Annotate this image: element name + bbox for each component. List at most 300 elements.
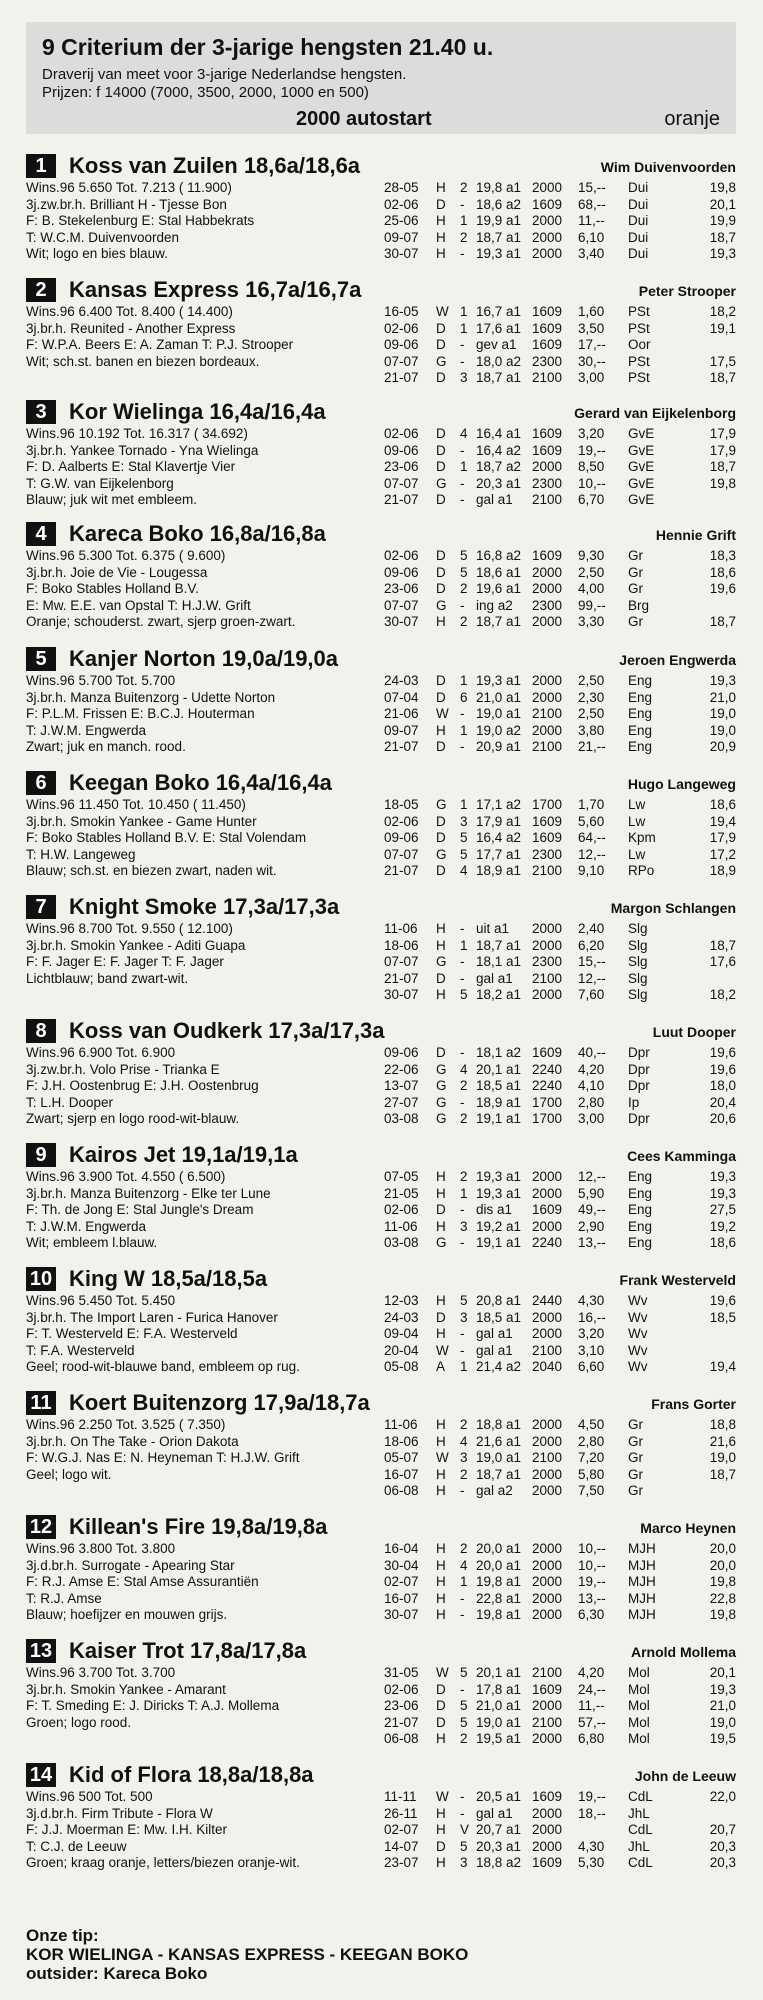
run-km-time: 17,9 [709,442,736,458]
driver-name: Margon Schlangen [610,900,736,916]
run-date: 26-11 [384,1805,418,1821]
run-row [384,321,736,338]
run-driver: Brg [628,597,650,613]
run-time: 19,3 a1 [476,1185,522,1201]
run-date: 09-07 [384,722,419,738]
run-date: 21-07 [384,970,419,986]
info-line: Wins.96 5.450 Tot. 5.450 [26,1293,176,1308]
run-row [384,565,736,582]
run-driver: Gr [628,1417,643,1432]
run-track: D [436,442,446,458]
run-date: 06-08 [384,1483,419,1499]
run-km-time: 20,1 [709,1665,736,1680]
run-km-time: 19,1 [709,320,736,336]
run-time: 19,1 a1 [476,1235,522,1251]
run-place: - [460,337,465,353]
run-driver: GvE [628,475,655,491]
run-date: 24-03 [384,673,419,688]
run-driver: Wv [628,1359,648,1375]
run-track: H [436,1293,446,1308]
run-odds: 49,-- [578,1202,606,1218]
run-distance: 2100 [532,1714,563,1730]
run-driver: Wv [628,1326,648,1342]
run-time: 16,7 a1 [476,304,522,319]
run-row [384,814,736,831]
entry-header [26,1017,736,1045]
run-odds: 3,00 [578,370,605,386]
run-driver: CdL [628,1822,653,1838]
run-time: 16,8 a2 [476,548,522,563]
run-time: 20,3 a1 [476,1838,522,1854]
horse-info [26,921,391,987]
run-km-time: 18,3 [709,548,736,563]
run-place: 4 [460,863,468,879]
race-header [26,22,736,134]
info-line: F: W.P.A. Beers E: A. Zaman T: P.J. Strooper [26,337,294,353]
run-km-time: 19,2 [709,1218,736,1234]
run-date: 07-07 [384,353,419,369]
run-odds: 7,60 [578,987,605,1003]
run-track: G [436,1235,447,1251]
run-row [384,1483,736,1500]
run-track: D [436,196,446,212]
run-track: H [436,1483,446,1499]
run-row [384,1839,736,1856]
horse-entry [26,398,736,508]
info-line: 3j.br.h. Smokin Yankee - Amarant [26,1681,226,1697]
run-odds: 40,-- [578,1045,606,1060]
run-distance: 1609 [532,548,563,563]
run-place: 2 [460,614,468,630]
run-km-time: 22,8 [709,1590,736,1606]
run-time: 21,0 a1 [476,1698,522,1714]
tip-picks: KOR WIELINGA - KANSAS EXPRESS - KEEGAN BOKO [26,1945,469,1964]
run-row [384,1078,736,1095]
driver-name: Hennie Grift [655,527,736,543]
run-time: 20,1 a1 [476,1061,522,1077]
run-row [384,492,736,509]
info-line: F: Boko Stables Holland B.V. E: Stal Volendam [26,830,307,846]
run-time: 18,2 a1 [476,987,522,1003]
info-line: Wins.96 8.700 Tot. 9.550 ( 12.100) [26,921,233,936]
entry-header [26,1637,736,1665]
horse-name: Kairos Jet 19,1a/19,1a [69,1142,298,1167]
run-time: 16,4 a2 [476,442,522,458]
run-km-time: 19,6 [709,1293,736,1308]
info-line: 3j.br.h. Reunited - Another Express [26,320,236,336]
info-line: 3j.br.h. Yankee Tornado - Yna Wielinga [26,442,259,458]
run-driver: PSt [628,304,650,319]
run-odds: 21,-- [578,739,606,755]
run-row [384,1186,736,1203]
info-line: F: T. Westerveld E: F.A. Westerveld [26,1326,238,1342]
run-km-time: 19,0 [709,706,736,722]
run-driver: Lw [628,797,646,812]
entry-header [26,1761,736,1789]
run-odds: 19,-- [578,1574,606,1590]
run-place: 2 [460,229,468,245]
run-place: 5 [460,1665,468,1680]
run-odds: 13,-- [578,1235,606,1251]
run-date: 02-06 [384,196,419,212]
run-date: 31-05 [384,1665,419,1680]
run-driver: Slg [628,954,648,970]
run-row [384,370,736,387]
horse-name: Koss van Oudkerk 17,3a/17,3a [69,1018,385,1043]
run-track: H [436,1433,446,1449]
run-place: - [460,1789,465,1804]
race-subtitle: Draverij van meet voor 3-jarige Nederlandse hengsten. [42,66,407,83]
run-track: H [436,1805,446,1821]
run-place: 2 [460,1111,468,1127]
run-date: 13-07 [384,1078,419,1094]
run-time: 18,8 a1 [476,1417,522,1432]
run-row [384,1558,736,1575]
horse-name: Keegan Boko 16,4a/16,4a [69,770,332,795]
info-line: Oranje; schouderst. zwart, sjerp groen-zwart. [26,614,296,630]
run-distance: 2000 [532,1218,563,1234]
run-date: 05-07 [384,1450,419,1466]
run-time: 20,0 a1 [476,1557,522,1573]
run-km-time: 18,7 [709,229,736,245]
run-row [384,863,736,880]
info-line: T: C.J. de Leeuw [26,1838,127,1854]
run-row [384,581,736,598]
run-odds: 3,40 [578,246,605,262]
run-time: 18,6 a1 [476,564,522,580]
run-time: 20,0 a1 [476,1541,522,1556]
run-time: 19,3 a1 [476,673,522,688]
run-km-time: 20,1 [709,196,736,212]
run-track: H [436,1326,446,1342]
driver-name: Luut Dooper [652,1024,736,1040]
run-place: 5 [460,1714,468,1730]
run-time: 19,0 a2 [476,722,522,738]
run-place: 1 [460,1359,468,1375]
run-driver: CdL [628,1855,653,1871]
run-row [384,1343,736,1360]
run-track: D [436,459,446,475]
run-km-time: 19,3 [709,673,736,688]
run-date: 02-06 [384,548,419,563]
run-time: 19,9 a1 [476,213,522,229]
run-row [384,1434,736,1451]
start-number: 6 [26,771,56,795]
entry-header [26,276,736,304]
run-place: 4 [460,426,468,441]
run-date: 30-07 [384,1607,419,1623]
entry-header [26,520,736,548]
run-km-time: 19,6 [709,1061,736,1077]
run-driver: Slg [628,987,648,1003]
run-row [384,1467,736,1484]
driver-name: Jeroen Engwerda [619,652,736,668]
run-distance: 2000 [532,1483,563,1499]
run-driver: GvE [628,459,655,475]
run-odds: 2,40 [578,921,605,936]
info-line: 3j.zw.br.h. Volo Prise - Trianka E [26,1061,220,1077]
info-line: T: L.H. Dooper [26,1094,114,1110]
run-odds: 3,10 [578,1342,605,1358]
run-distance: 2100 [532,863,563,879]
info-line: 3j.zw.br.h. Brilliant H - Tjesse Bon [26,196,227,212]
run-row [384,1698,736,1715]
run-date: 30-07 [384,246,419,262]
run-time: 22,8 a1 [476,1590,522,1606]
run-time: 19,8 a1 [476,180,522,195]
horse-info [26,426,391,509]
info-line: T: W.C.M. Duivenvoorden [26,229,180,245]
run-km-time: 19,3 [709,1681,736,1697]
run-distance: 2000 [532,581,563,597]
start-number: 8 [26,1019,56,1043]
horse-entry [26,1141,736,1251]
run-driver: Dpr [628,1061,650,1077]
run-date: 07-05 [384,1169,419,1184]
run-distance: 2100 [532,1665,563,1680]
run-time: uit a1 [476,921,510,936]
run-place: - [460,1202,465,1218]
run-track: H [436,1607,446,1623]
start-number: 7 [26,895,56,919]
run-odds: 3,00 [578,1111,605,1127]
run-date: 21-05 [384,1185,419,1201]
run-track: W [436,1342,449,1358]
run-odds: 8,50 [578,459,605,475]
run-distance: 2000 [532,689,563,705]
run-track: D [436,830,446,846]
run-row [384,1607,736,1624]
run-odds: 5,30 [578,1855,605,1871]
run-row [384,1731,736,1748]
run-time: 21,0 a1 [476,689,522,705]
run-distance: 1609 [532,1202,563,1218]
run-time: 16,4 a1 [476,426,522,441]
run-place: 2 [460,1417,468,1432]
info-line: T: J.W.M. Engwerda [26,1218,147,1234]
run-time: 19,5 a1 [476,1731,522,1747]
run-odds: 1,70 [578,797,605,812]
run-driver: Kpm [628,830,656,846]
run-distance: 1609 [532,1681,563,1697]
run-driver: Wv [628,1309,648,1325]
run-distance: 2000 [532,213,563,229]
info-line: 3j.br.h. Smokin Yankee - Aditi Guapa [26,937,246,953]
run-distance: 1609 [532,426,563,441]
run-date: 20-04 [384,1342,419,1358]
run-km-time: 19,0 [709,1714,736,1730]
run-date: 02-06 [384,1202,419,1218]
run-distance: 2000 [532,673,563,688]
run-time: 21,4 a2 [476,1359,522,1375]
run-date: 07-04 [384,689,419,705]
run-km-time: 17,5 [709,353,736,369]
run-odds: 7,20 [578,1450,605,1466]
horse-name: King W 18,5a/18,5a [69,1266,268,1291]
run-place: 1 [460,673,468,688]
run-odds: 10,-- [578,1541,606,1556]
run-time: gal a1 [476,1805,513,1821]
run-driver: JhL [628,1838,650,1854]
run-distance: 2300 [532,353,563,369]
run-row [384,230,736,247]
info-line: F: Th. de Jong E: Stal Jungle's Dream [26,1202,254,1218]
horse-entry [26,1389,736,1499]
run-date: 03-08 [384,1235,419,1251]
run-place: - [460,921,465,936]
info-line: Wit; logo en bies blauw. [26,246,168,262]
info-line: Wins.96 11.450 Tot. 10.450 ( 11.450) [26,797,246,812]
start-number: 12 [26,1515,56,1539]
run-place: 5 [460,564,468,580]
run-km-time: 17,6 [709,954,736,970]
run-place: - [460,1681,465,1697]
horse-entry [26,520,736,630]
run-date: 11-06 [384,1218,418,1234]
run-row [384,548,736,565]
entry-header [26,1389,736,1417]
run-odds: 4,30 [578,1293,605,1308]
run-place: - [460,739,465,755]
info-line: F: J.J. Moerman E: Mw. I.H. Kilter [26,1822,228,1838]
info-line: 3j.br.h. Joie de Vie - Lougessa [26,564,208,580]
run-odds: 11,-- [578,1698,605,1714]
run-row [384,921,736,938]
run-odds: 19,-- [578,1789,606,1804]
run-time: 19,8 a1 [476,1607,522,1623]
info-line: Wit; sch.st. banen en biezen bordeaux. [26,353,260,369]
run-distance: 2100 [532,370,563,386]
run-date: 16-07 [384,1466,419,1482]
run-track: W [436,1450,449,1466]
horse-entry [26,1637,736,1747]
run-place: 3 [460,813,468,829]
run-distance: 2100 [532,970,563,986]
run-time: 18,7 a1 [476,614,522,630]
run-distance: 1609 [532,442,563,458]
info-line: T: H.W. Langeweg [26,846,136,862]
run-track: D [436,1202,446,1218]
run-place: - [460,1235,465,1251]
run-distance: 2000 [532,1433,563,1449]
run-date: 09-06 [384,830,419,846]
run-km-time: 18,2 [709,987,736,1003]
run-distance: 2100 [532,706,563,722]
run-distance: 2100 [532,1342,563,1358]
run-place: - [460,1805,465,1821]
run-time: 18,7 a2 [476,459,522,475]
run-distance: 2000 [532,937,563,953]
run-track: H [436,180,446,195]
run-odds: 9,30 [578,548,605,563]
run-odds: 15,-- [578,180,606,195]
run-odds: 2,50 [578,564,605,580]
run-odds: 2,90 [578,1218,605,1234]
run-date: 07-07 [384,475,419,491]
run-time: 17,7 a1 [476,846,522,862]
run-place: 1 [460,937,468,953]
run-driver: PSt [628,353,650,369]
run-place: 2 [460,1078,468,1094]
run-odds: 6,70 [578,492,605,508]
run-driver: Lw [628,813,646,829]
entry-header [26,1141,736,1169]
run-driver: Dpr [628,1078,650,1094]
run-odds: 7,50 [578,1483,605,1499]
run-km-time: 17,9 [709,426,736,441]
horse-info [26,304,391,370]
run-odds: 3,20 [578,426,605,441]
run-track: H [436,987,446,1003]
run-odds: 3,80 [578,722,605,738]
info-line: F: D. Aalberts E: Stal Klavertje Vier [26,459,236,475]
run-odds: 2,50 [578,706,605,722]
run-row [384,1359,736,1376]
run-row [384,1682,736,1699]
run-time: 19,0 a1 [476,1714,522,1730]
info-line: E: Mw. E.E. van Opstal T: H.J.W. Grift [26,597,251,613]
run-driver: Slg [628,937,648,953]
run-place: - [460,1590,465,1606]
horse-entry [26,1761,736,1871]
run-km-time: 18,7 [709,459,736,475]
info-line: F: Boko Stables Holland B.V. [26,581,199,597]
run-driver: Eng [628,689,653,705]
run-distance: 2040 [532,1359,563,1375]
driver-name: Frank Westerveld [619,1272,736,1288]
run-driver: PSt [628,370,650,386]
run-time: gal a1 [476,970,513,986]
run-odds: 13,-- [578,1590,606,1606]
info-line: Wins.96 10.192 Tot. 16.317 ( 34.692) [26,426,248,441]
horse-entry [26,152,736,262]
run-km-time: 20,4 [709,1094,736,1110]
run-track: H [436,937,446,953]
horse-name: Kansas Express 16,7a/16,7a [69,277,362,302]
race-title: 9 Criterium der 3-jarige hengsten 21.40 u. [42,34,494,60]
start-number: 2 [26,278,56,302]
run-time: dis a1 [476,1202,513,1218]
run-km-time: 17,9 [709,830,736,846]
run-row [384,1806,736,1823]
run-track: H [436,614,446,630]
run-driver: Dui [628,229,649,245]
run-place: 2 [460,1541,468,1556]
run-time: gal a1 [476,1326,513,1342]
run-row [384,213,736,230]
run-row [384,739,736,756]
run-distance: 2000 [532,564,563,580]
run-place: - [460,353,465,369]
run-driver: Dui [628,180,649,195]
run-odds: 1,60 [578,304,605,319]
recent-runs [384,304,736,387]
run-track: D [436,320,446,336]
horse-entry [26,1513,736,1623]
recent-runs [384,1665,736,1748]
run-time: 19,0 a1 [476,706,522,722]
run-distance: 2000 [532,987,563,1003]
driver-name: Frans Gorter [651,1396,736,1412]
run-time: 18,7 a1 [476,937,522,953]
driver-name: John de Leeuw [634,1768,736,1784]
run-row [384,1293,736,1310]
run-time: 18,1 a2 [476,1045,522,1060]
run-track: D [436,673,446,688]
run-track: H [436,722,446,738]
run-distance: 1609 [532,1855,563,1871]
run-time: 18,9 a1 [476,1094,522,1110]
